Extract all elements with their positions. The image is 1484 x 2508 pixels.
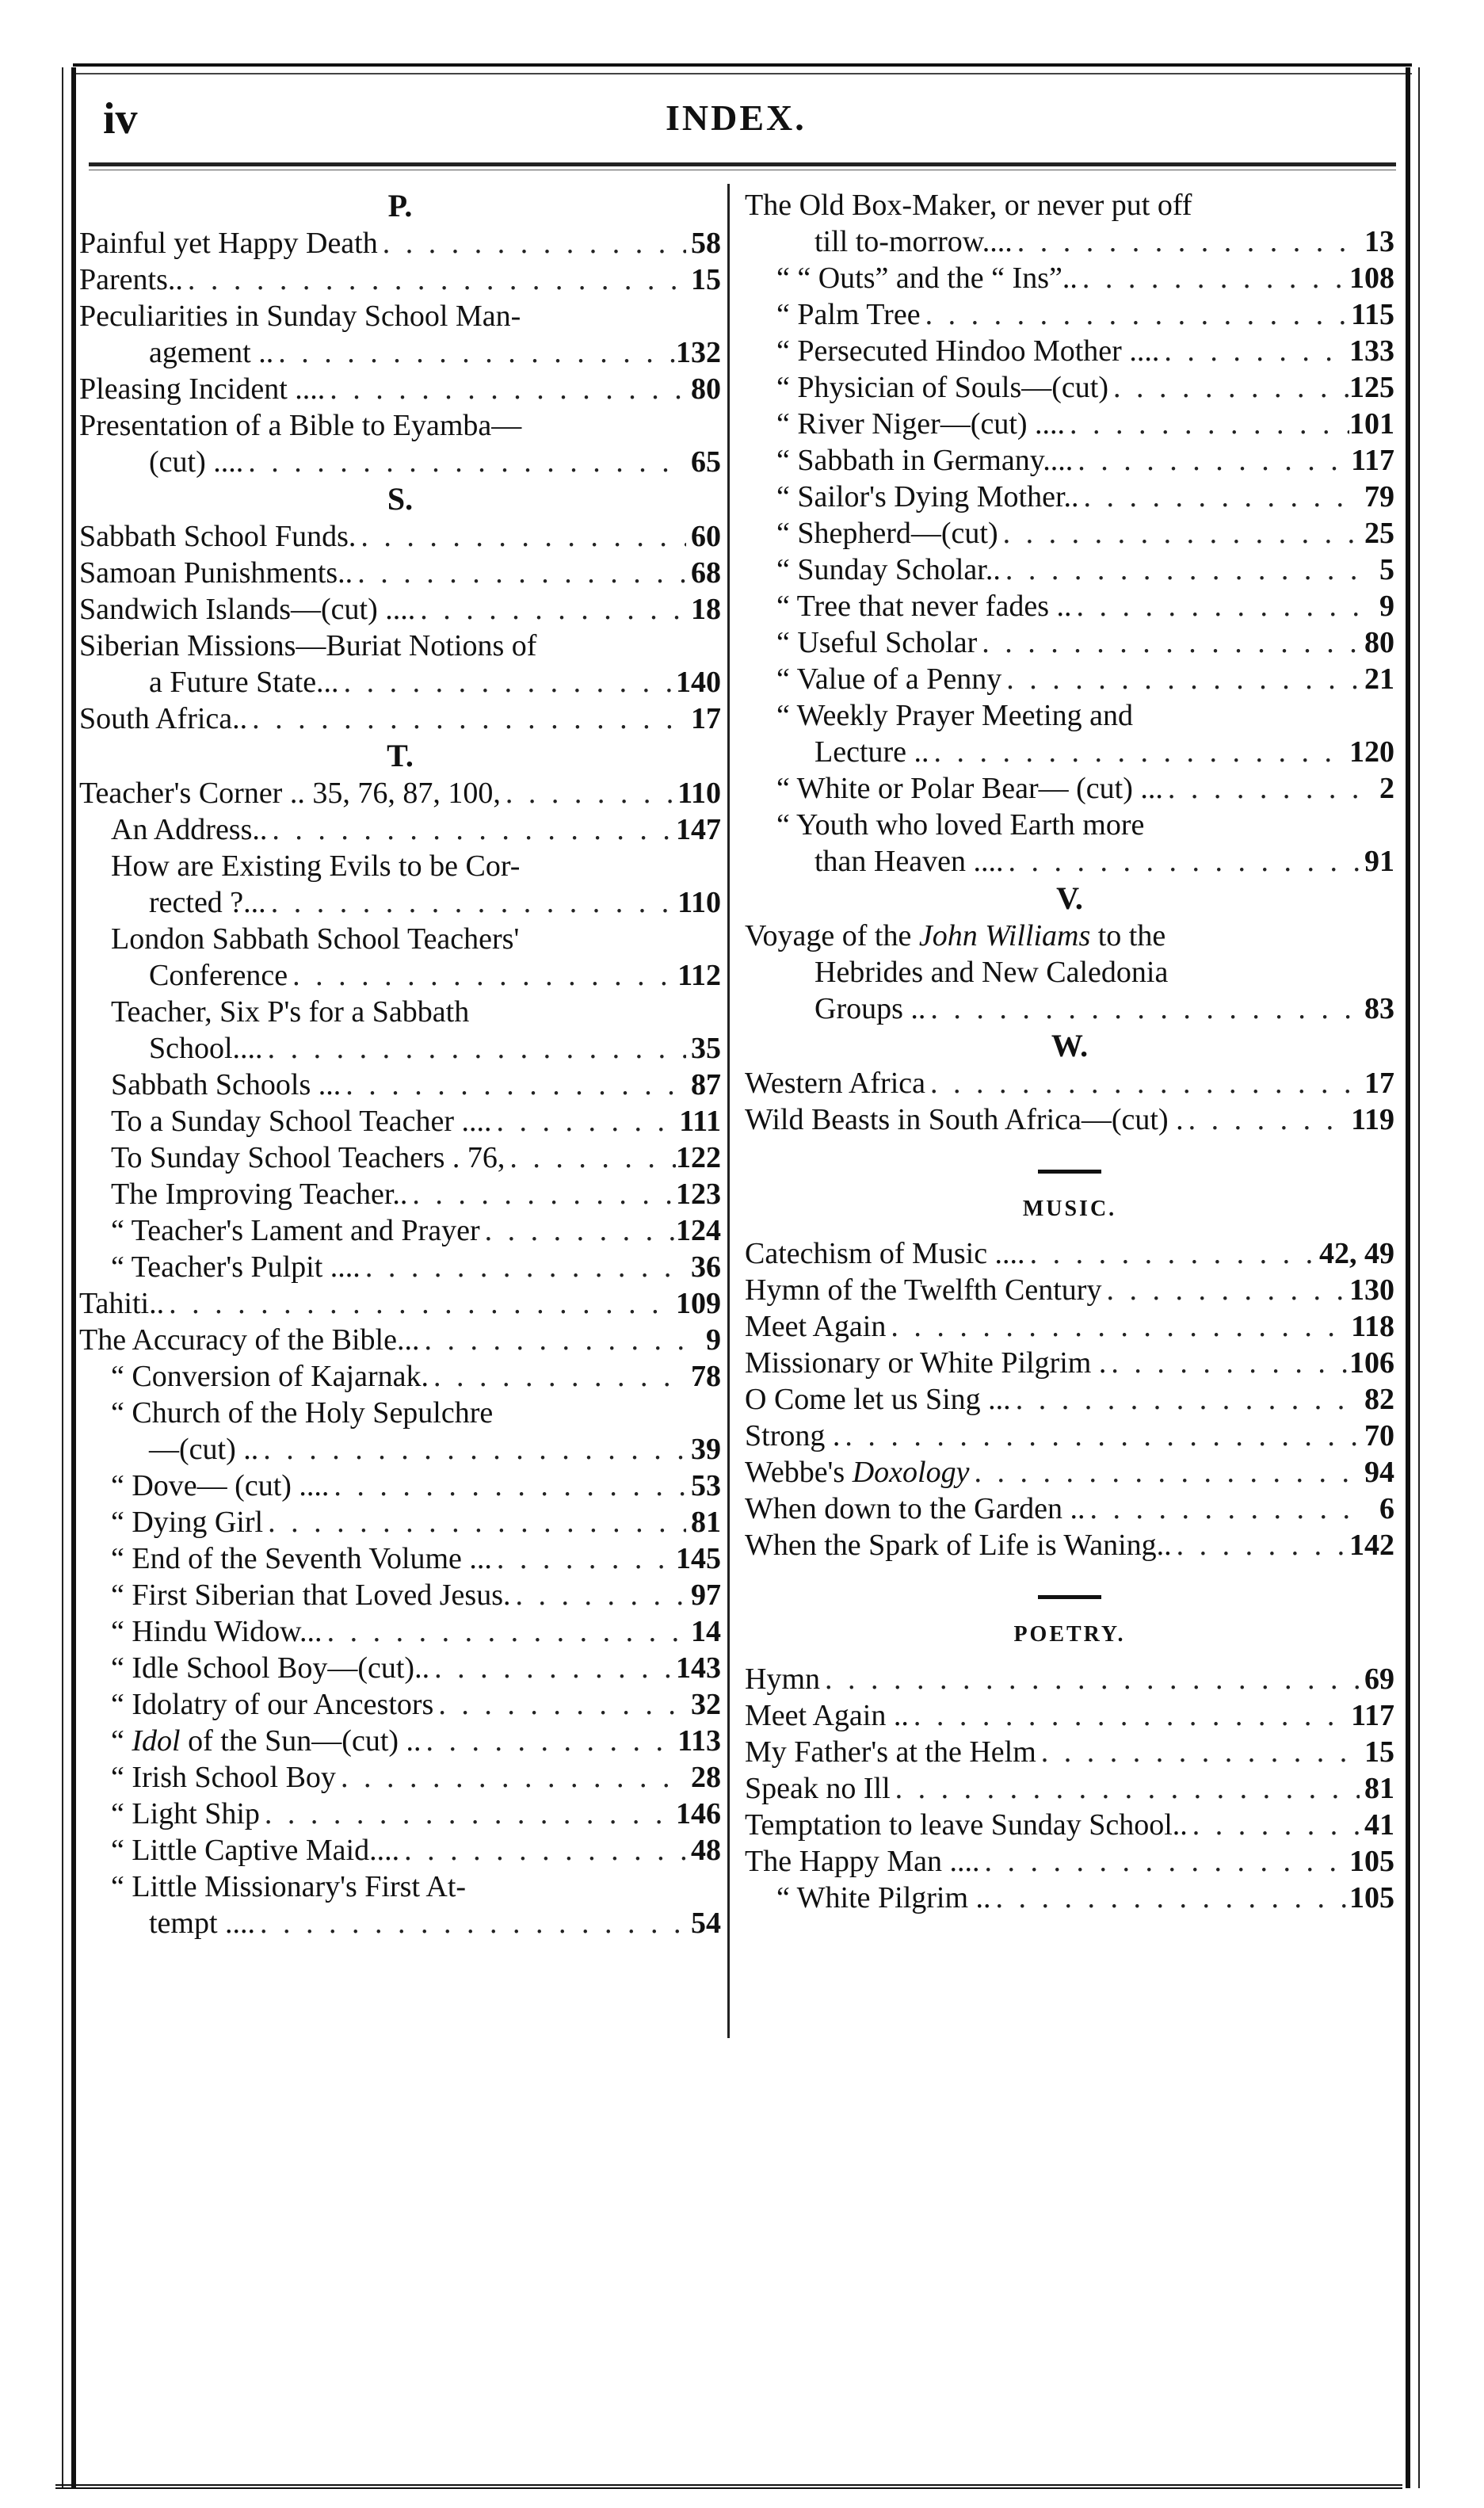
index-entry: (cut) .... . . . 65 — [79, 444, 721, 480]
index-entry-line: Teacher, Six P's for a Sabbath — [111, 995, 470, 1029]
page-title: INDEX. — [666, 97, 807, 138]
index-entry: “ Shepherd—(cut) . . . 25 — [745, 515, 1394, 552]
index-entry: South Africa.. . . . 17 — [79, 700, 721, 737]
index-entry-line: Siberian Missions—Buriat Notions of — [79, 629, 537, 662]
index-entry-line: How are Existing Evils to be Cor- — [111, 849, 521, 883]
index-entry: Webbe's Doxology . . . 94 — [745, 1454, 1394, 1491]
index-entry: “ End of the Seventh Volume ... . . . 145 — [79, 1540, 721, 1577]
index-entry: Sandwich Islands—(cut) .... . . . 18 — [79, 591, 721, 628]
index-entry: “ Palm Tree . . . 115 — [745, 296, 1394, 333]
index-entry: “ Irish School Boy . . . 28 — [79, 1759, 721, 1796]
index-entry-line: “ Youth who loved Earth more — [776, 808, 1145, 842]
index-entry: An Address.. . . . 147 — [79, 811, 721, 848]
index-entry: When down to the Garden .. . . . 6 — [745, 1491, 1394, 1527]
index-entry: “ Idolatry of our Ancestors . . . 32 — [79, 1686, 721, 1723]
index-entry: tempt .... . . . 54 — [79, 1905, 721, 1941]
top-rule — [73, 63, 1412, 67]
index-entry: The Improving Teacher.. . . . 123 — [79, 1176, 721, 1212]
index-entry: School.... . . . 35 — [79, 1030, 721, 1067]
index-entry: till to-morrow.... . . . 13 — [745, 223, 1394, 260]
index-entry: Temptation to leave Sunday School.. . . . 41 — [745, 1807, 1394, 1843]
index-entry: “ Persecuted Hindoo Mother .... . . . 133 — [745, 333, 1394, 369]
section-dash — [1038, 1595, 1101, 1599]
index-entry: “ Idol of the Sun—(cut) .. . . . 113 — [79, 1723, 721, 1759]
index-entry: “ Teacher's Lament and Prayer . . . 124 — [79, 1212, 721, 1249]
index-entry: “ Light Ship . . . 146 — [79, 1796, 721, 1832]
index-entry: “ Little Captive Maid.... . . . 48 — [79, 1832, 721, 1869]
index-entry: “ Hindu Widow... . . . 14 — [79, 1613, 721, 1650]
index-entry-line: Voyage of the John Williams to the — [745, 919, 1166, 952]
index-entry: “ Tree that never fades .. . . . 9 — [745, 588, 1394, 624]
column-divider — [727, 184, 730, 2038]
index-entry: than Heaven .... . . . 91 — [745, 843, 1394, 880]
index-entry: “ Teacher's Pulpit .... . . . 36 — [79, 1249, 721, 1285]
section-heading-v: V. — [1056, 880, 1083, 916]
index-entry: a Future State... . . . 140 — [79, 664, 721, 700]
index-entry: agement .. . . . 132 — [79, 334, 721, 371]
index-entry-line: Presentation of a Bible to Eyamba— — [79, 409, 522, 442]
index-entry: When the Spark of Life is Waning.. . . . 142 — [745, 1527, 1394, 1563]
index-entry: “ White Pilgrim .. . . . 105 — [745, 1880, 1394, 1916]
music-heading: MUSIC. — [1022, 1197, 1117, 1221]
index-entry: Groups .. . . . 83 — [745, 991, 1394, 1027]
index-entry: The Accuracy of the Bible... . . . 9 — [79, 1322, 721, 1358]
page-number: iv — [103, 94, 138, 143]
index-entry: Speak no Ill . . . 81 — [745, 1770, 1394, 1807]
index-entry: Hymn . . . 69 — [745, 1661, 1394, 1697]
section-heading-s: S. — [387, 481, 414, 517]
index-entry: O Come let us Sing ... . . . 82 — [745, 1381, 1394, 1418]
index-entry: Western Africa . . . 17 — [745, 1065, 1394, 1101]
section-heading-w: W. — [1051, 1028, 1089, 1063]
index-entry: “ Sunday Scholar.. . . . 5 — [745, 552, 1394, 588]
right-column — [745, 187, 1394, 1916]
index-entry: Wild Beasts in South Africa—(cut) . . . . 119 — [745, 1101, 1394, 1138]
left-column — [79, 187, 721, 1941]
index-entry: “ Dove— (cut) .... . . . 53 — [79, 1468, 721, 1504]
index-entry-line: “ Little Missionary's First At- — [111, 1870, 467, 1903]
index-entry-line: Peculiarities in Sunday School Man- — [79, 300, 521, 333]
index-entry: Conference . . . 112 — [79, 957, 721, 994]
index-entry-line: “ Church of the Holy Sepulchre — [111, 1396, 494, 1430]
index-entry: Pleasing Incident .... . . . 80 — [79, 371, 721, 407]
index-entry: Meet Again . . . 118 — [745, 1308, 1394, 1345]
index-entry: Sabbath School Funds. . . . 60 — [79, 518, 721, 555]
index-entry: Painful yet Happy Death . . . 58 — [79, 225, 721, 261]
index-entry: “ Sailor's Dying Mother.. . . . 79 — [745, 479, 1394, 515]
index-entry: My Father's at the Helm . . . 15 — [745, 1734, 1394, 1770]
section-heading-p: P. — [387, 188, 413, 223]
index-entry: Catechism of Music .... . . . 42, 49 — [745, 1235, 1394, 1272]
bottom-rule — [55, 2484, 1402, 2489]
index-entry: To a Sunday School Teacher .... . . . 111 — [79, 1103, 721, 1139]
index-entry: “ Useful Scholar . . . 80 — [745, 624, 1394, 661]
index-entry: “ Dying Girl . . . 81 — [79, 1504, 721, 1540]
index-entry-line: Hebrides and New Caledonia — [814, 956, 1169, 989]
index-entry: “ Sabbath in Germany.... . . . 117 — [745, 442, 1394, 479]
index-entry: Meet Again .. . . . 117 — [745, 1697, 1394, 1734]
index-entry: “ Conversion of Kajarnak. . . . 78 — [79, 1358, 721, 1395]
index-entry: “ Physician of Souls—(cut) . . . 125 — [745, 369, 1394, 406]
index-entry: “ White or Polar Bear— (cut) ... . . . 2 — [745, 770, 1394, 807]
index-entry: The Happy Man .... . . . 105 — [745, 1843, 1394, 1880]
poetry-heading: POETRY. — [1013, 1622, 1126, 1647]
index-entry: Hymn of the Twelfth Century . . . 130 — [745, 1272, 1394, 1308]
index-entry: Lecture .. . . . 120 — [745, 734, 1394, 770]
index-entry-line: London Sabbath School Teachers' — [111, 922, 520, 956]
index-entry: —(cut) .. . . . 39 — [79, 1431, 721, 1468]
index-entry: Strong . . . . 70 — [745, 1418, 1394, 1454]
index-entry: Parents.. . . . 15 — [79, 261, 721, 298]
header-rule — [89, 162, 1396, 166]
index-entry: Sabbath Schools ... . . . 87 — [79, 1067, 721, 1103]
section-dash — [1038, 1170, 1101, 1174]
index-entry: “ Value of a Penny . . . 21 — [745, 661, 1394, 697]
section-heading-t: T. — [387, 738, 414, 773]
index-entry: Missionary or White Pilgrim . . . . 106 — [745, 1345, 1394, 1381]
index-entry: rected ?... . . . 110 — [79, 884, 721, 921]
index-entry: “ River Niger—(cut) .... . . . 101 — [745, 406, 1394, 442]
index-entry: Teacher's Corner .. 35, 76, 87, 100, . . . 110 — [79, 775, 721, 811]
index-entry: “ “ Outs” and the “ Ins”.. . . . 108 — [745, 260, 1394, 296]
index-entry-line: The Old Box-Maker, or never put off — [745, 189, 1192, 222]
index-entry: Tahiti.. . . . 109 — [79, 1285, 721, 1322]
index-entry-line: “ Weekly Prayer Meeting and — [776, 699, 1133, 732]
index-entry: “ Idle School Boy—(cut).. . . . 143 — [79, 1650, 721, 1686]
index-entry: “ First Siberian that Loved Jesus. . . . 97 — [79, 1577, 721, 1613]
index-entry: To Sunday School Teachers . 76, . . . 122 — [79, 1139, 721, 1176]
index-entry: Samoan Punishments.. . . . 68 — [79, 555, 721, 591]
